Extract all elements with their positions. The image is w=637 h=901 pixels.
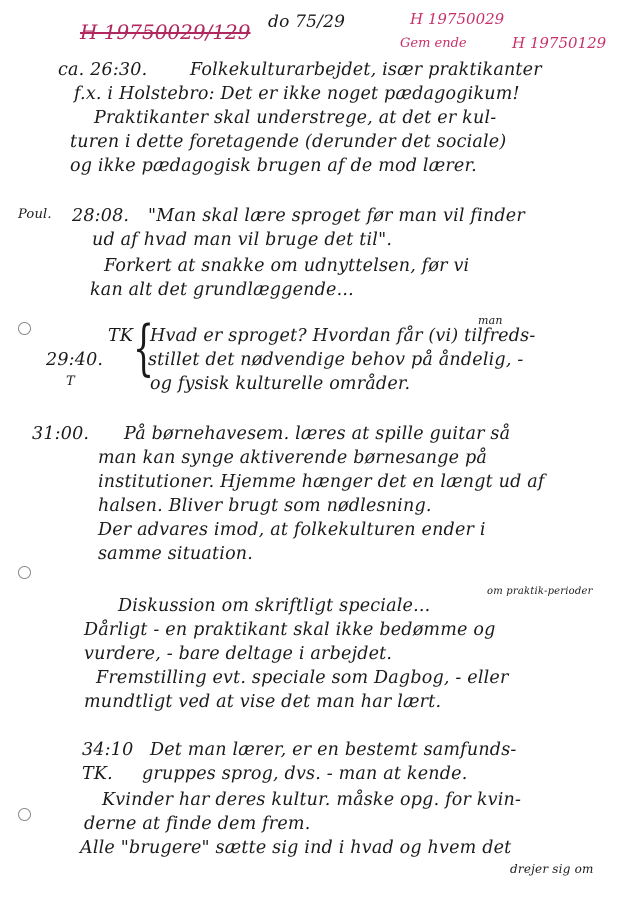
archive-number-red: H 19750029 (410, 10, 505, 28)
punch-hole (18, 566, 31, 579)
note-line: mundtligt ved at vise det man har lært. (84, 692, 442, 712)
curly-brace: { (133, 313, 155, 383)
timestamp: 28:08. (72, 206, 130, 226)
note-line: turen i dette foretagende (derunder det sociale) (70, 132, 507, 152)
note-line: gruppes sprog, dvs. - man at kende. (142, 764, 468, 784)
note-line: Praktikanter skal understrege, at det er kul- (94, 108, 497, 128)
note-line: "Man skal lære sproget før man vil finder (148, 206, 525, 226)
archive-number-struck: H 19750029/129 (80, 20, 251, 44)
note-line: institutioner. Hjemme hænger det en længt ud af (98, 472, 545, 492)
note-line: Fremstilling evt. speciale som Dagbog, - eller (96, 668, 509, 688)
note-line: Folkekulturarbejdet, især praktikanter (190, 60, 542, 80)
punch-hole (18, 808, 31, 821)
archive-number-red-2: H 19750129 (512, 34, 607, 52)
note-line: stillet det nødvendige behov på åndelig, - (148, 350, 524, 370)
note-line: På børnehavesem. læres at spille guitar så (124, 424, 511, 444)
note-line: Det man lærer, er en bestemt samfunds- (150, 740, 517, 760)
note-line: Diskussion om skriftligt speciale... (118, 596, 431, 616)
note-line: halsen. Bliver brugt som nødlesning. (98, 496, 432, 516)
punch-hole (18, 322, 31, 335)
note-line: Dårligt - en praktikant skal ikke bedømme og (84, 620, 496, 640)
note-line: Forkert at snakke om udnyttelsen, før vi (104, 256, 470, 276)
reference-note: do 75/29 (268, 12, 346, 32)
timestamp: ca. 26:30. (58, 60, 148, 80)
inserted-note: om praktik-perioder (487, 586, 593, 597)
note-line: Kvinder har deres kultur. måske opg. for kvin- (102, 790, 522, 810)
speaker-label: TK. (82, 764, 113, 784)
timestamp: 34:10 (82, 740, 134, 760)
speaker-label: Poul. (18, 207, 52, 222)
inserted-word: man (478, 314, 503, 327)
note-line: Hvad er sproget? Hvordan får (vi) tilfreds- (150, 326, 536, 346)
speaker-label: TK (108, 326, 134, 346)
note-tail: drejer sig om (510, 862, 594, 876)
note-line: Alle "brugere" sætte sig ind i hvad og hvem det (80, 838, 512, 858)
note-line: Der advares imod, at folkekulturen ender i (98, 520, 486, 540)
note-line: kan alt det grundlæggende... (90, 280, 354, 300)
note-line: samme situation. (98, 544, 254, 564)
timestamp: 29:40. (46, 350, 104, 370)
note-line: vurdere, - bare deltage i arbejdet. (84, 644, 393, 664)
note-line: derne at finde dem frem. (84, 814, 311, 834)
note-line: f.x. i Holstebro: Det er ikke noget pædagogikum! (74, 84, 520, 104)
note-line: man kan synge aktiverende børnesange på (98, 448, 487, 468)
note-line: ud af hvad man vil bruge det til". (92, 230, 393, 250)
timestamp: 31:00. (32, 424, 90, 444)
red-note: Gem ende (400, 36, 467, 51)
note-line: og ikke pædagogisk brugen af de mod lærer. (70, 156, 477, 176)
note-line: og fysisk kulturelle områder. (150, 374, 411, 394)
margin-mark: T (66, 374, 75, 389)
